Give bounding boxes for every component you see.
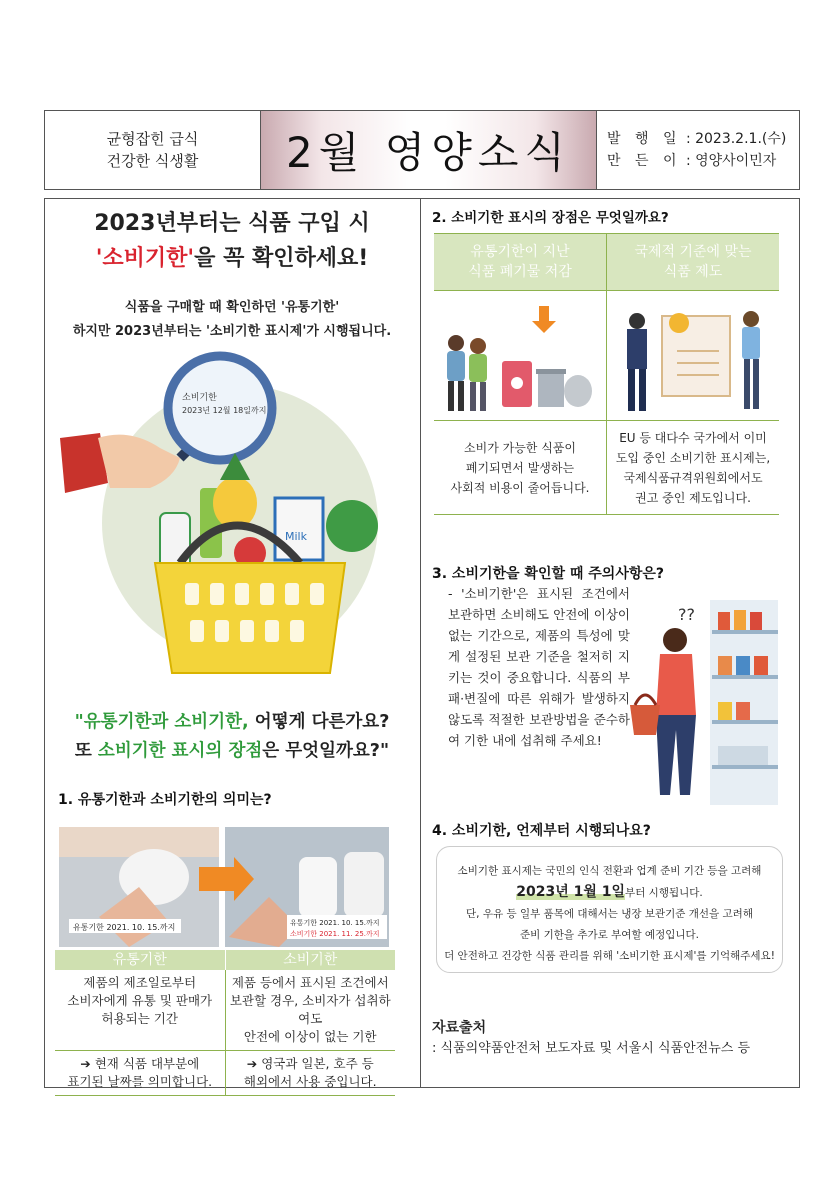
table-cell: 제품의 제조일로부터 소비자에게 유통 및 판매가 허용되는 기간 <box>55 970 226 1050</box>
milk-jug-3 <box>344 852 384 917</box>
comparison-table <box>55 950 395 1096</box>
photo-2-label-2: 소비기한 2021. 11. 25.까지 <box>290 930 380 938</box>
advantage-head-2: 국제적 기준에 맞는 식품 제도 <box>634 244 752 280</box>
advantage-text-1: 소비가 가능한 식품이 폐기되면서 발생하는 사회적 비용이 줄어듭니다. <box>434 421 607 514</box>
author-row <box>607 150 799 172</box>
issue-date-label: 발 행 일 <box>607 131 682 147</box>
pineapple-shape <box>213 477 257 529</box>
notice-line-2-rest: 부터 시행됩니다. <box>625 887 703 899</box>
newsletter-header <box>44 110 800 190</box>
shopping-basket <box>630 705 660 735</box>
milk-carton <box>275 498 323 560</box>
headline-line-2 <box>44 241 420 272</box>
table-row <box>55 1051 395 1096</box>
magnifier-text-2: 2023년 12월 18일까지 <box>182 406 267 415</box>
magnifier-text-1: 소비기한 <box>182 393 217 403</box>
notice-line-2 <box>437 882 782 904</box>
column-head-distribution: 유통기한 <box>55 950 226 970</box>
headline-highlight: '소비기한' <box>95 246 195 271</box>
header-slogan <box>45 111 261 189</box>
question-line-2 <box>44 737 420 762</box>
advantage-head-1: 유통기한이 지난 식품 폐기물 저감 <box>434 234 607 290</box>
comparison-header <box>55 950 395 970</box>
intro-line-1: 식품을 구매할 때 확인하던 '유통기한' <box>124 300 340 315</box>
header-title-box <box>261 111 597 189</box>
source-text: : 식품의약품안전처 보도자료 및 서울시 식품안전뉴스 등 <box>432 1041 751 1056</box>
question-line-1 <box>44 708 420 733</box>
table-cell: ➔ 현재 식품 대부분에 표기된 날짜를 의미합니다. <box>55 1051 226 1095</box>
question-text-3: 은 무엇일까요?" <box>262 741 390 761</box>
shopper-shirt <box>656 654 696 715</box>
table-row <box>55 970 395 1051</box>
headline-rest: 을 꼭 확인하세요! <box>194 246 369 271</box>
question-text-1: 어떻게 다른가요? <box>248 712 390 732</box>
question-marks: ?? <box>678 605 695 624</box>
waste-reduction-illustration <box>434 291 606 421</box>
header-meta <box>597 111 799 189</box>
shopper-head <box>663 628 687 652</box>
notice-box <box>436 846 783 973</box>
advantage-text-2: EU 등 대다수 국가에서 이미 도입 중인 소비기한 표시제는, 국제식품규격위원회에서도 권고 중인 제도입니다. <box>615 430 771 505</box>
headline-line-1: 2023년부터는 식품 구입 시 <box>94 211 370 236</box>
trash-bag <box>564 375 592 407</box>
milk-jug-2 <box>299 857 337 917</box>
issue-date-value: : 2023.2.1.(수) <box>685 131 787 147</box>
basket-illustration <box>60 348 410 688</box>
trash-can <box>538 373 564 407</box>
column-divider <box>420 198 421 1088</box>
milk-photos <box>59 827 389 947</box>
advantage-image-1 <box>434 291 607 420</box>
shopper-illustration <box>630 590 780 810</box>
arrow-down-icon <box>532 306 556 333</box>
advantage-image-2 <box>607 291 779 420</box>
basket-body <box>155 563 345 673</box>
slogan-line-2: 건강한 식생활 <box>106 152 199 170</box>
advantages-header <box>434 233 779 291</box>
badge-icon <box>669 313 689 333</box>
milk-label: Milk <box>285 530 307 543</box>
notice-line-1: 소비기한 표시제는 국민의 인식 전환과 업계 준비 기간 등을 고려해 <box>457 865 762 877</box>
lettuce-shape <box>326 500 378 552</box>
advantages-images <box>434 291 779 421</box>
intro-line-2: 하지만 2023년부터는 '소비기한 표시제'가 시행됩니다. <box>72 324 392 339</box>
photo-2-label-1: 유통기한 2021. 10. 15.까지 <box>290 919 380 927</box>
section-2-title: 2. 소비기한 표시의 장점은 무엇일까요? <box>432 210 669 226</box>
source-title: 자료출처 <box>432 1020 487 1036</box>
section-3-title: 3. 소비기한을 확인할 때 주의사항은? <box>432 566 665 582</box>
start-date: 2023년 1월 1일 <box>516 884 626 900</box>
international-standard-illustration <box>607 291 779 421</box>
notice-line-3: 단, 우유 등 일부 품목에 대해서는 냉장 보관기준 개선을 고려해 <box>466 908 753 920</box>
slogan-line-1: 균형잡힌 급식 <box>106 130 199 148</box>
question-text-2: 또 <box>74 741 98 761</box>
author-value: : 영양사이민자 <box>685 153 777 169</box>
quote-open: " <box>74 712 84 732</box>
notice-line-5: 더 안전하고 건강한 식품 관리를 위해 '소비기한 표시제'를 기억해주세요! <box>444 950 775 962</box>
column-head-consumption: 소비기한 <box>283 952 338 968</box>
issue-date-row <box>607 128 799 150</box>
photo-1-label: 유통기한 2021. 10. 15.까지 <box>73 923 176 932</box>
section-1-title: 1. 유통기한과 소비기한의 의미는? <box>58 792 272 808</box>
advantages-table <box>434 233 779 515</box>
shopper-pants <box>656 715 696 795</box>
question-highlight-2: 소비기한 표시의 장점 <box>97 741 263 761</box>
caution-text: - '소비기한'은 표시된 조건에서 보관하면 소비해도 안전에 이상이 없는 기간으로, 제품의 특성에 맞게 설정된 보관 기준을 철저히 지키는 것이 중요합니다. 식품의 부패·변질에 따른 위해가 발생하지 않도록 적절한 보관방법을 준수하여 기한 내에 섭취해 주세요! <box>448 586 630 748</box>
question-highlight-1: 유통기한과 소비기한, <box>83 712 249 732</box>
advantages-text <box>434 421 779 515</box>
author-label: 만 든 이 <box>607 153 682 169</box>
section-4-title: 4. 소비기한, 언제부터 시행되나요? <box>432 823 651 839</box>
table-cell: ➔ 영국과 일본, 호주 등 해외에서 사용 중입니다. <box>243 1056 377 1089</box>
page-title: 2월 영양소식 <box>286 128 571 177</box>
notice-line-4: 준비 기한을 추가로 부여할 예정입니다. <box>520 929 699 941</box>
table-cell: 제품 등에서 표시된 조건에서 보관할 경우, 소비자가 섭취하여도 안전에 이상이 없는 기한 <box>229 975 391 1044</box>
